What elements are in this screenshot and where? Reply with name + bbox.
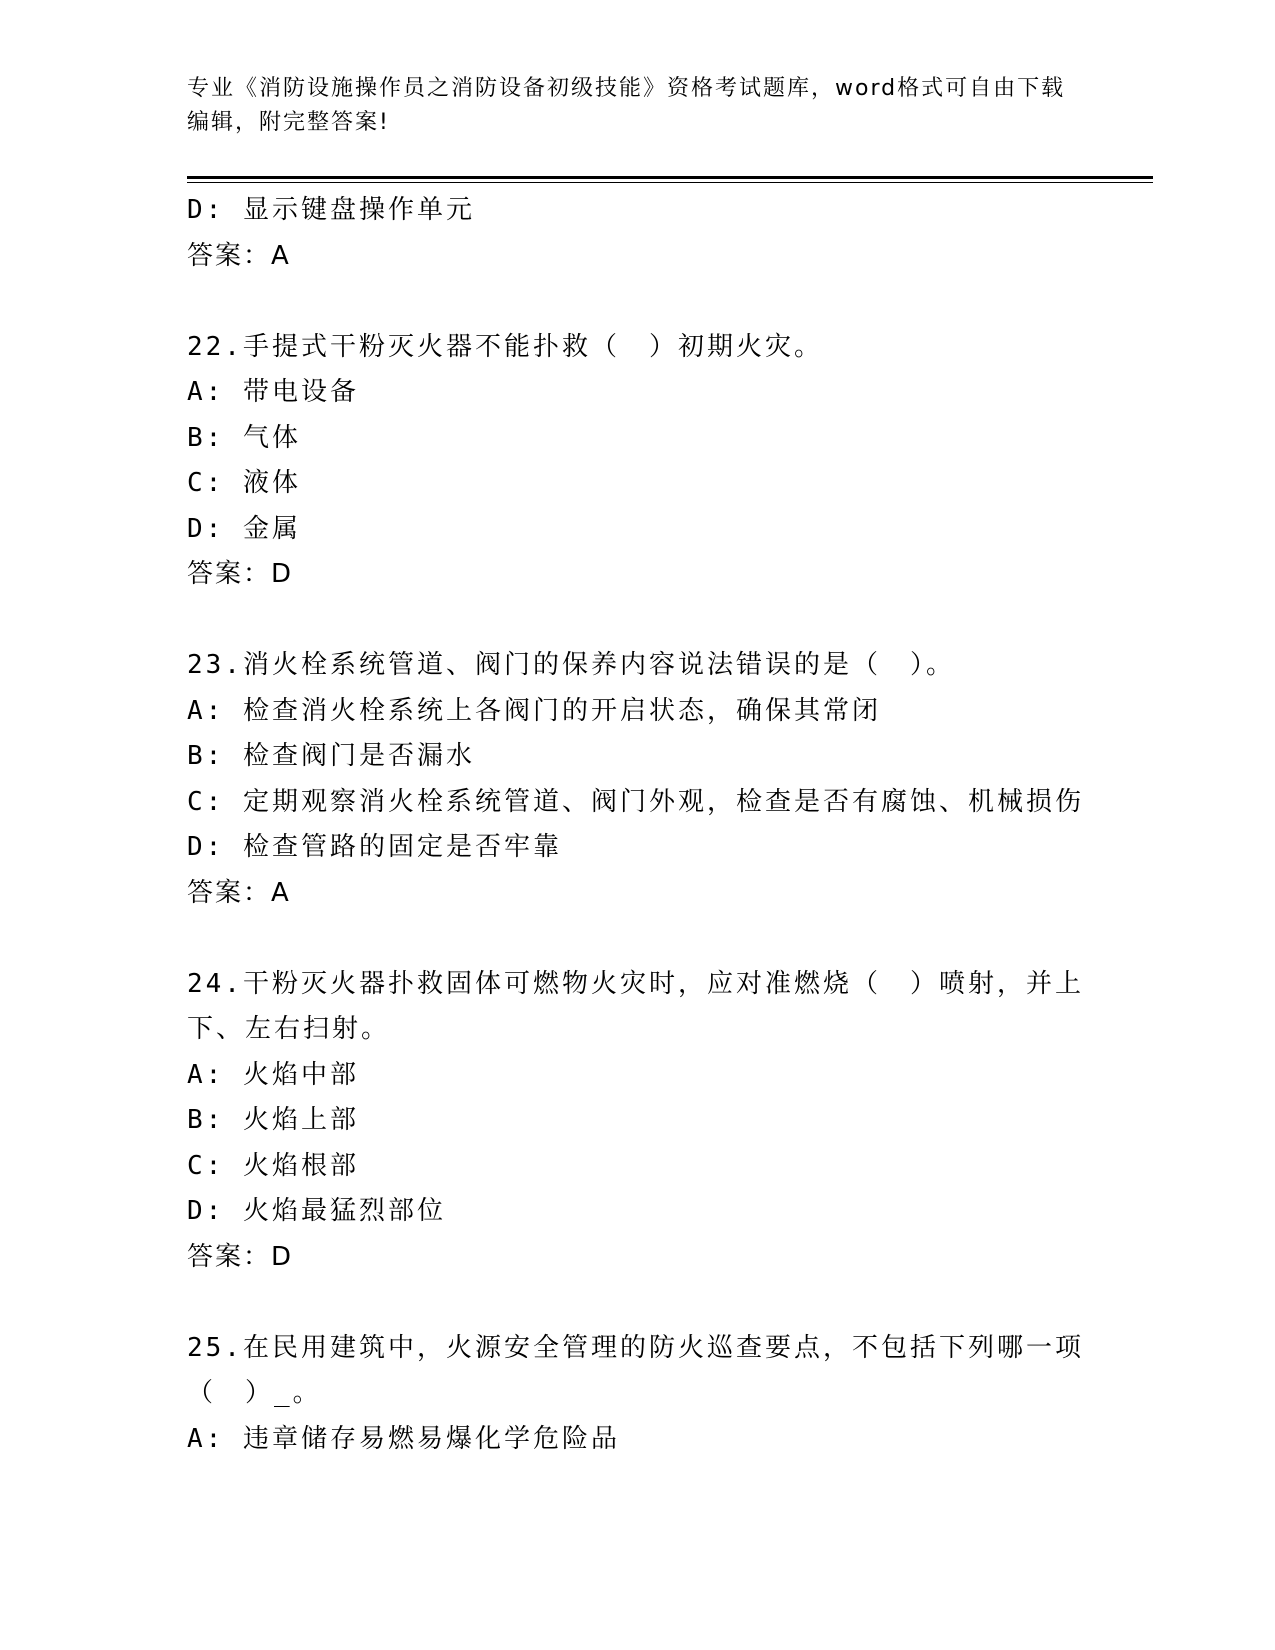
question-23-option-b: B: 检查阀门是否漏水 (187, 741, 475, 771)
question-24-option-d: D: 火焰最猛烈部位 (187, 1196, 446, 1226)
question-25-option-a: A: 违章储存易燃易爆化学危险品 (187, 1423, 620, 1454)
question-23-option-d: D: 检查管路的固定是否牢靠 (187, 832, 562, 862)
question-22-option-d: D: 金属 (187, 513, 301, 544)
spacer (187, 279, 1087, 325)
spacer (187, 1280, 1087, 1326)
header-rule-thick (187, 176, 1153, 179)
question-22-option-c: C: 液体 (187, 468, 301, 498)
question-23-option-a: A: 检查消火栓系统上各阀门的开启状态，确保其常闭 (187, 695, 881, 726)
prev-answer: 答案：A (187, 240, 291, 271)
spacer (187, 598, 1087, 644)
question-23-answer: 答案：A (187, 877, 291, 908)
header-rule-thin (187, 182, 1153, 183)
question-24-answer: 答案：D (187, 1241, 294, 1272)
question-22-answer: 答案：D (187, 559, 294, 589)
question-22-stem: 22.手提式干粉灭火器不能扑救（ ）初期火灾。 (187, 331, 823, 362)
question-23-stem: 23.消火栓系统管道、阀门的保养内容说法错误的是（ ）。 (187, 650, 955, 680)
question-25-stem-line-2: （ ）_。 (187, 1378, 322, 1408)
question-24-stem-line-2: 下、左右扫射。 (187, 1014, 391, 1044)
question-23-option-c: C: 定期观察消火栓系统管道、阀门外观，检查是否有腐蚀、机械损伤 (187, 786, 1084, 817)
question-24-option-b: B: 火焰上部 (187, 1105, 359, 1135)
spacer (187, 916, 1087, 962)
question-content (187, 188, 1087, 1462)
question-22-option-a: A: 带电设备 (187, 377, 359, 407)
question-22-option-b: B: 气体 (187, 422, 301, 453)
question-24-option-c: C: 火焰根部 (187, 1150, 359, 1181)
question-24-option-a: A: 火焰中部 (187, 1059, 359, 1090)
prev-option-d: D: 显示键盘操作单元 (187, 195, 475, 225)
document-header: 专业《消防设施操作员之消防设备初级技能》资格考试题库，word格式可自由下载编辑，附完整答案! (187, 76, 1066, 135)
question-25-stem-line-1: 25.在民用建筑中，火源安全管理的防火巡查要点，不包括下列哪一项 (187, 1332, 1084, 1363)
question-24-stem-line-1: 24.干粉灭火器扑救固体可燃物火灾时，应对准燃烧（ ）喷射，并上 (187, 968, 1084, 999)
